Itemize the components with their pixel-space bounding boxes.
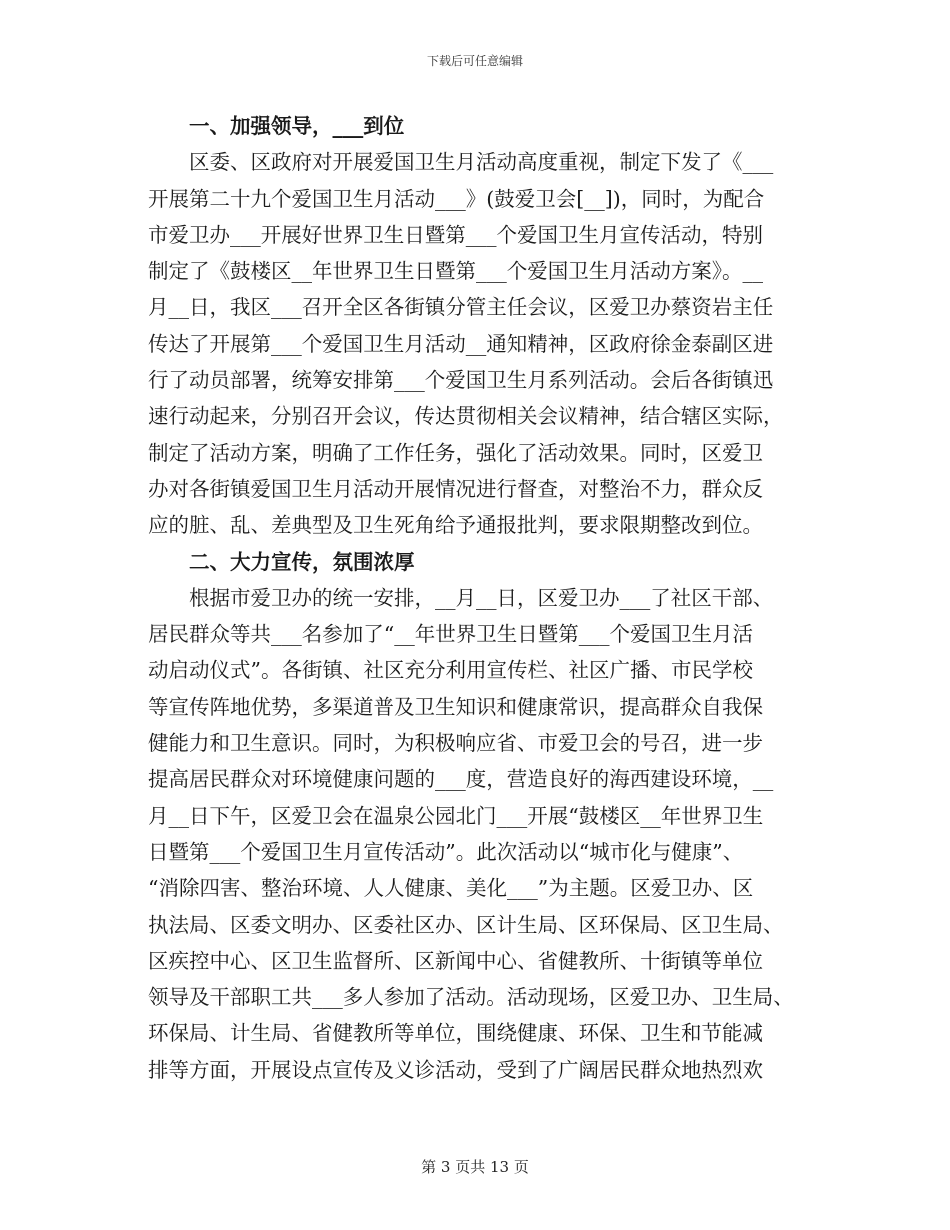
paragraph-line: 速行动起来，分别召开会议，传达贯彻相关会议精神，结合辖区实际，	[148, 404, 784, 429]
page-footer: 第 3 页共 13 页	[421, 1158, 529, 1176]
paragraph-line: 居民群众等共___名参加了“__年世界卫生日暨第___个爱国卫生月活	[148, 622, 753, 647]
paragraph-line: 月__日下午，区爱卫会在温泉公园北门___开展“鼓楼区__年世界卫生	[148, 803, 764, 828]
paragraph-line: 执法局、区委文明办、区委社区办、区计生局、区环保局、区卫生局、	[148, 912, 784, 937]
paragraph-line: 办对各街镇爱国卫生月活动开展情况进行督查，对整治不力，群众反	[148, 476, 763, 501]
page-header: 下载后可任意编辑	[426, 54, 523, 68]
paragraph-line: 行了动员部署，统筹安排第___个爱国卫生月系列活动。会后各街镇迅	[148, 368, 774, 393]
paragraph-line: “消除四害、整治环境、人人健康、美化___”为主题。区爱卫办、区	[148, 876, 754, 901]
paragraph-line: 动启动仪式”。各街镇、社区充分利用宣传栏、社区广播、市民学校	[148, 658, 753, 683]
section-heading-2: 二、大力宣传，氛围浓厚	[189, 549, 415, 574]
paragraph-line: 开展第二十九个爱国卫生月活动___》(鼓爱卫会[__])，同时，为配合	[148, 186, 765, 211]
paragraph-line: 区疾控中心、区卫生监督所、区新闻中心、省健教所、十街镇等单位	[148, 948, 763, 973]
paragraph-line: 制定了《鼓楼区__年世界卫生日暨第___个爱国卫生月活动方案》。__	[148, 259, 763, 284]
paragraph-line: 月__日，我区___召开全区各街镇分管主任会议，区爱卫办蔡资岩主任	[148, 295, 774, 320]
section-heading-1: 一、加强领导，___到位	[189, 114, 405, 138]
paragraph-line: 等宣传阵地优势，多渠道普及卫生知识和健康常识，提高群众自我保	[148, 694, 763, 719]
document-body	[148, 108, 820, 1088]
paragraph-line: 提高居民群众对环境健康问题的___度，营造良好的海西建设环境，__	[148, 767, 774, 792]
paragraph-line: 市爱卫办___开展好世界卫生日暨第___个爱国卫生月宣传活动，特别	[148, 222, 763, 247]
paragraph-line: 领导及干部职工共___多人参加了活动。活动现场，区爱卫办、卫生局、	[148, 985, 794, 1010]
paragraph-line: 传达了开展第___个爱国卫生月活动__通知精神，区政府徐金泰副区进	[148, 331, 774, 356]
paragraph-line: 应的脏、乱、差典型及卫生死角给予通报批判，要求限期整改到位。	[148, 513, 763, 538]
paragraph-line: 区委、区政府对开展爱国卫生月活动高度重视，制定下发了《___	[189, 150, 774, 175]
paragraph-line: 制定了活动方案，明确了工作任务，强化了活动效果。同时，区爱卫	[148, 440, 763, 465]
paragraph-line: 健能力和卫生意识。同时，为积极响应省、市爱卫会的号召，进一步	[148, 731, 763, 756]
paragraph-line: 排等方面，开展设点宣传及义诊活动，受到了广阔居民群众地热烈欢	[148, 1057, 763, 1082]
paragraph-line: 环保局、计生局、省健教所等单位，围绕健康、环保、卫生和节能减	[148, 1021, 763, 1046]
paragraph-line: 日暨第___个爱国卫生月宣传活动”。此次活动以“城市化与健康”、	[148, 839, 744, 864]
paragraph-line: 根据市爱卫办的统一安排，__月__日，区爱卫办___了社区干部、	[189, 585, 774, 610]
